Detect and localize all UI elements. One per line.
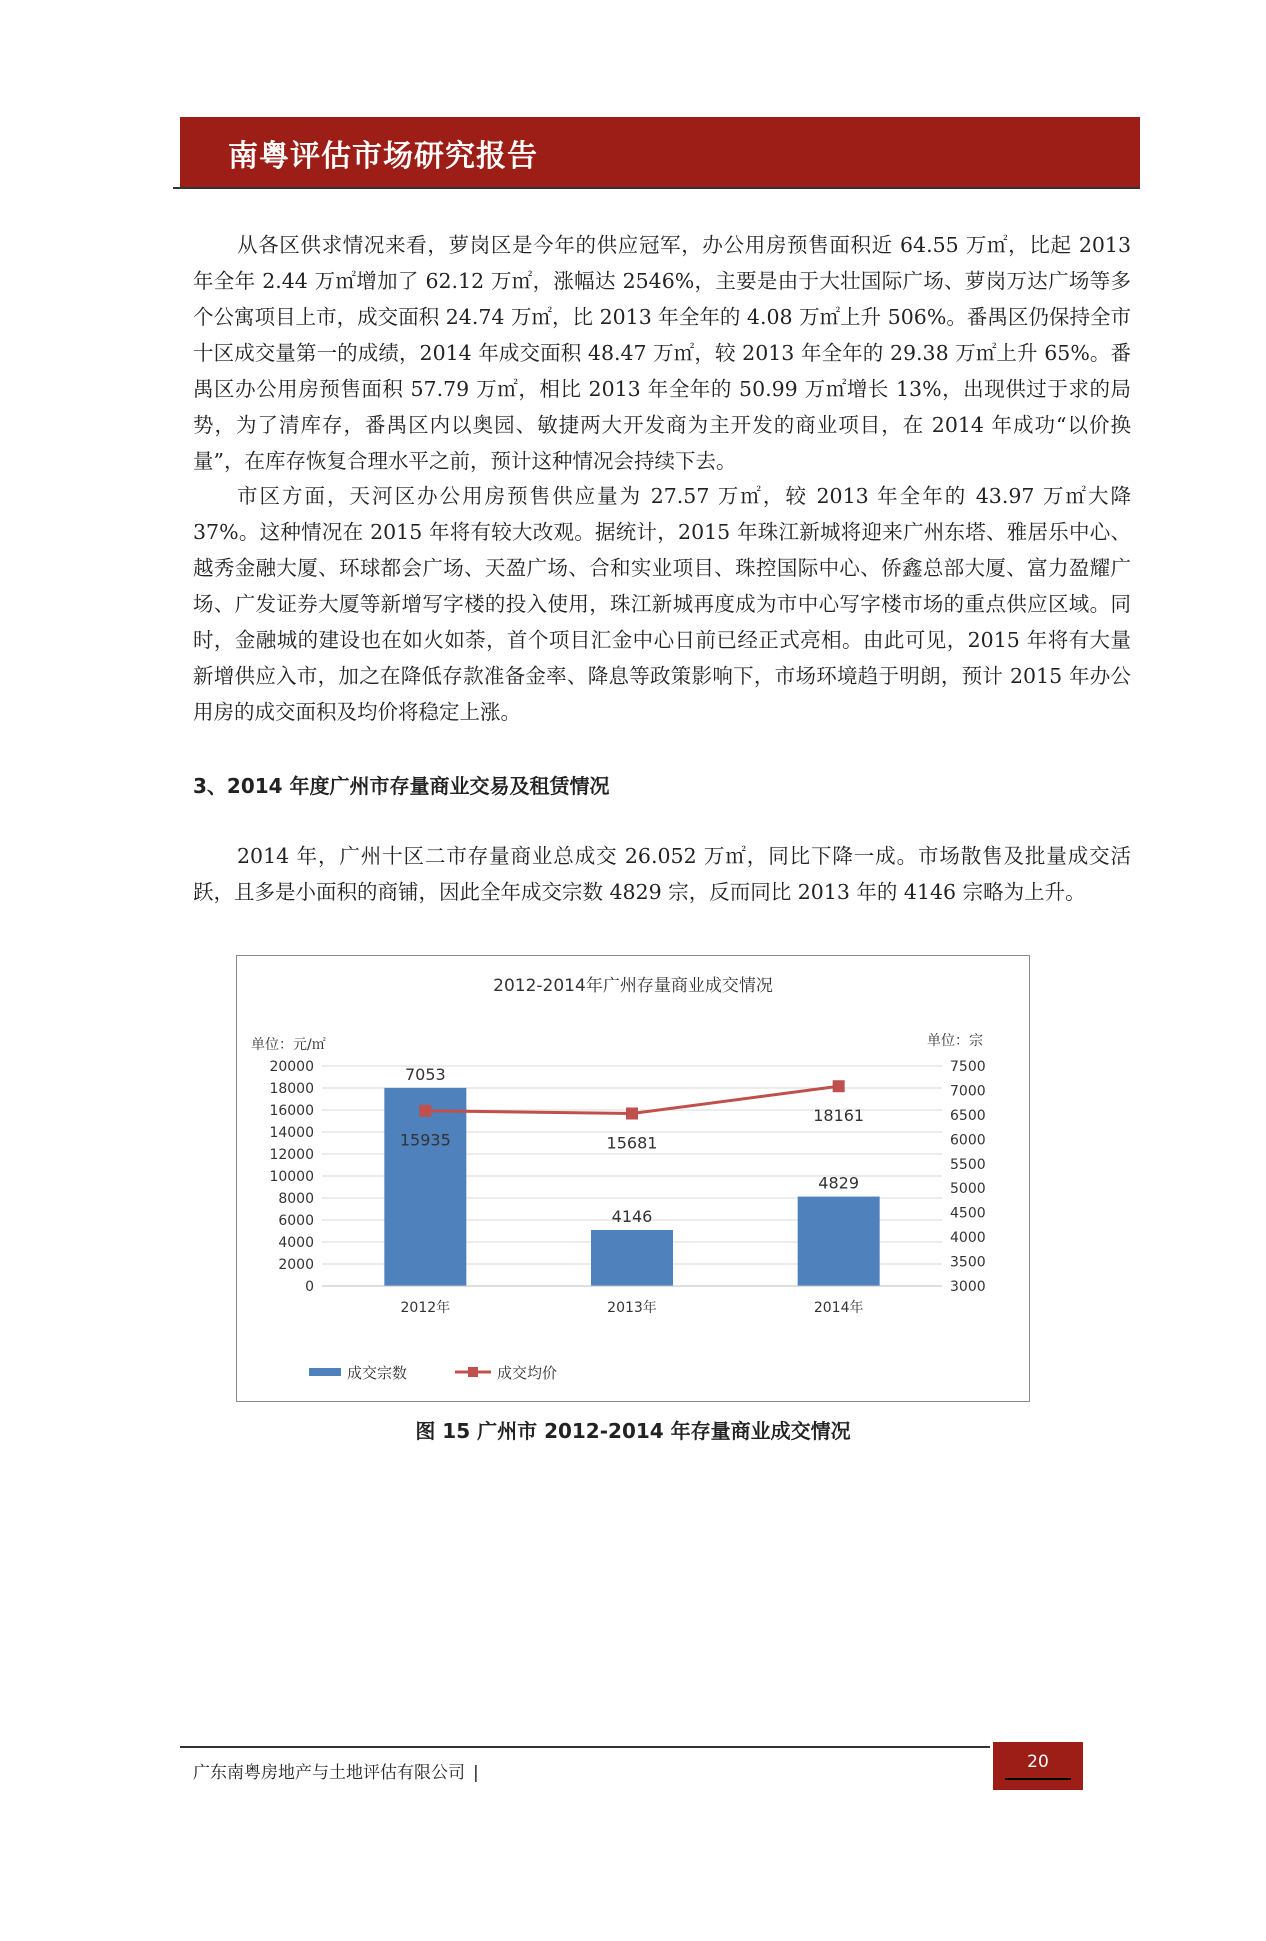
right-axis-unit: 单位：宗 [927,1033,983,1049]
report-header-band [180,117,1140,187]
bar-成交宗数 [384,1088,466,1286]
legend-swatch-marker [468,1367,478,1377]
right-axis-tick-label: 6000 [950,1132,986,1149]
chart-labels [400,1065,864,1226]
x-axis-category-label: 2012年 [400,1300,451,1316]
x-axis-category-label: 2013年 [607,1300,657,1316]
header-divider [173,187,1140,189]
line-data-label: 15681 [606,1133,658,1153]
left-axis-tick-label: 16000 [269,1103,314,1119]
line-data-label: 18161 [813,1106,865,1126]
bar-成交宗数 [798,1197,880,1286]
right-axis-tick-label: 7500 [950,1059,986,1075]
line-data-label: 15935 [399,1130,451,1150]
figure-caption: 图 15 广州市 2012-2014 年存量商业成交情况 [415,1419,851,1443]
legend-label-line: 成交均价 [497,1364,558,1382]
right-axis-tick-label: 4500 [950,1205,986,1222]
right-axis-tick-label: 5500 [950,1156,986,1173]
line-point-marker [833,1080,845,1092]
right-axis-tick-label: 4000 [950,1230,986,1247]
footer-divider [180,1746,990,1748]
x-axis-category-label: 2014年 [813,1300,864,1316]
line-point-marker [419,1105,431,1117]
left-axis-tick-label: 6000 [278,1213,314,1229]
right-axis-tick-label: 3000 [950,1279,986,1295]
left-axis-tick-label: 14000 [269,1125,314,1141]
left-axis-unit: 单位：元/㎡ [251,1037,326,1053]
left-axis-tick-label: 20000 [269,1059,314,1075]
page-number: 20 [1027,1752,1049,1772]
report-title: 南粤评估市场研究报告 [228,139,538,174]
paragraph-city-area: 市区方面，天河区办公用房预售供应量为 27.57 万㎡，较 2013 年全年的 43.97 万㎡大降 37%。这种情况在 2015 年将有较大改观。据统计，2015 年珠江新城将迎来广州东塔、雅居乐中心、越秀金融大厦、环球都会广场、天盈广场、合和实业项目、珠控国际中心、侨鑫总部大厦、富力盈耀广场、广发证券大厦等新增写字楼的投入使用，珠江新城再度成为市中心写字楼市场的重点供应区域。同时，金融城的建设也在如火如荼，首个项目汇金中心日前已经正式亮相。由此可见，2015 年将有大量新增供应入市，加之在降低存款准备金率、降息等政策影响下，市场环境趋于明朗，预计 2015 年办公用房的成交面积及均价将稳定上涨。 [193,484,1131,724]
left-axis-tick-label: 18000 [269,1081,314,1097]
paragraph-stock-commercial: 2014 年，广州十区二市存量商业总成交 26.052 万㎡，同比下降一成。市场散售及批量成交活跃，且多是小面积的商铺，因此全年成交宗数 4829 宗，反而同比 2013 年的 4146 宗略为上升。 [193,844,1131,904]
chart-line [419,1080,844,1119]
chart-title: 2012-2014年广州存量商业成交情况 [493,976,773,996]
chart-legend [309,1364,557,1382]
left-axis-tick-label: 0 [305,1279,314,1295]
left-axis-tick-label: 10000 [269,1169,314,1185]
legend-swatch-bar [309,1368,341,1376]
footer-separator: | [473,1763,479,1783]
paragraph-district-supply: 从各区供求情况来看，萝岗区是今年的供应冠军，办公用房预售面积近 64.55 万㎡，比起 2013 年全年 2.44 万㎡增加了 62.12 万㎡，涨幅达 2546%，主要是由于大壮国际广场、萝岗万达广场等多个公寓项目上市，成交面积 24.74 万㎡，比 2013 年全年的 4.08 万㎡上升 506%。番禺区仍保持全市十区成交量第一的成绩，2014 年成交面积 48.47 万㎡，较 2013 年全年的 29.38 万㎡上升 65%。番禺区办公用房预售面积 57.79 万㎡，相比 2013 年全年的 50.99 万㎡增长 13%，出现供过于求的局势，为了清库存，番禺区内以奥园、敏捷两大开发商为主开发的商业项目，在 2014 年成功“以价换量”，在库存恢复合理水平之前，预计这种情况会持续下去。 [193,233,1131,473]
right-axis-tick-label: 3500 [950,1254,986,1271]
left-axis-tick-label: 8000 [278,1191,314,1207]
right-axis-tick-label: 6500 [950,1107,986,1124]
page-number-underline [1005,1778,1071,1780]
left-axis-tick-label: 12000 [269,1147,314,1163]
chart-container [236,955,1030,1402]
section-heading: 3、2014 年度广州市存量商业交易及租赁情况 [193,774,610,798]
legend-label-bar: 成交宗数 [347,1364,408,1382]
left-axis-tick-label: 2000 [278,1257,314,1273]
right-axis-tick-label: 7000 [950,1083,986,1100]
page-number-box [993,1742,1083,1790]
right-axis-tick-label: 5000 [950,1181,986,1198]
combo-chart [237,956,1029,1401]
bar-data-label: 7053 [404,1064,446,1084]
footer-company-name: 广东南粤房地产与土地评估有限公司 [193,1763,465,1783]
footer-company [193,1758,479,1783]
bar-data-label: 4829 [818,1173,860,1193]
bar-成交宗数 [591,1230,673,1286]
bar-data-label: 4146 [611,1206,653,1226]
line-point-marker [626,1108,638,1120]
left-axis-tick-label: 4000 [278,1235,314,1251]
